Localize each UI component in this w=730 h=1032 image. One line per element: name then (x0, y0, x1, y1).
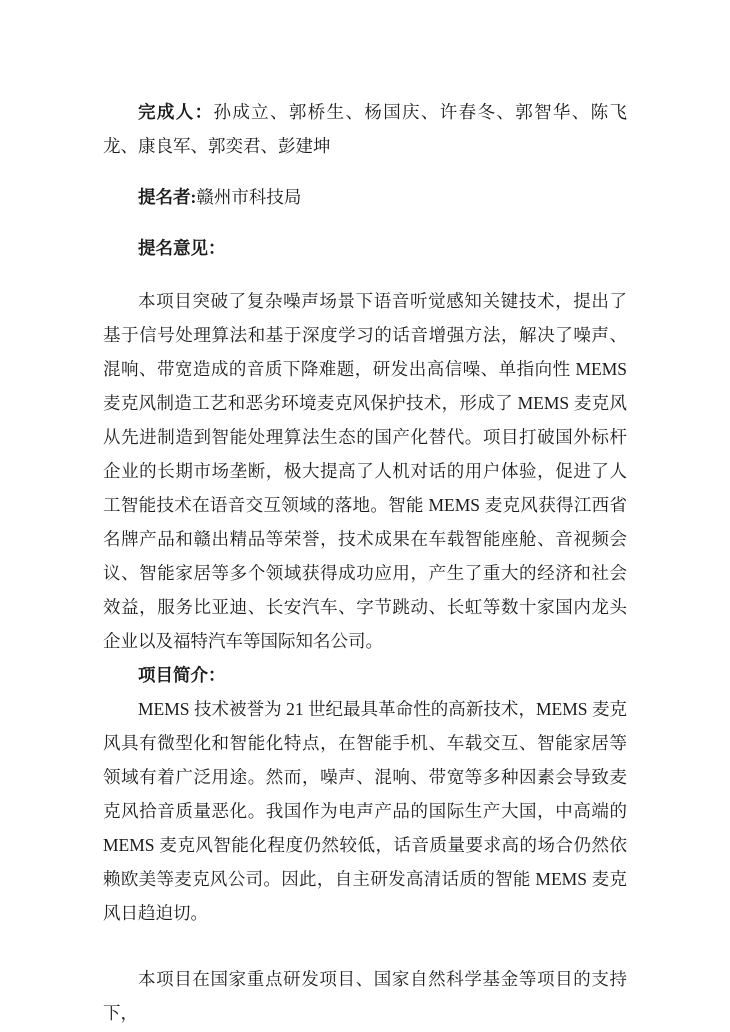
completers-paragraph (103, 95, 627, 163)
opinion-paragraph: 本项目突破了复杂噪声场景下语音听觉感知关键技术，提出了基于信号处理算法和基于深度学习的话音增强方法，解决了噪声、混响、带宽造成的音质下降难题，研发出高信噪、单指向性 MEMS 麦克风制造工艺和恶劣环境麦克风保护技术，形成了 MEMS 麦克风从先进制造到智能处理算法生态的国产化替代。项目打破国外标杆企业的长期市场垄断，极大提高了人机对话的用户体验，促进了人工智能技术在语音交互领域的落地。智能 MEMS 麦克风获得江西省名牌产品和赣出精品等荣誉，技术成果在车载智能座舱、音视频会议、智能家居等多个领域获得成功应用，产生了重大的经济和社会效益，服务比亚迪、长安汽车、字节跳动、长虹等数十家国内龙头企业以及福特汽车等国际知名公司。 (103, 291, 627, 651)
intro-paragraph-2: 本项目在国家重点研发项目、国家自然科学基金等项目的支持下， (103, 969, 627, 1023)
intro-heading: 项目简介： (138, 665, 226, 685)
intro-paragraph-1: MEMS 技术被誉为 21 世纪最具革命性的高新技术，MEMS 麦克风具有微型化和智能化特点，在智能手机、车载交互、智能家居等领域有着广泛用途。然而，噪声、混响、带宽等多种因素会导致麦克风拾音质量恶化。我国作为电声产品的国际生产大国，中高端的 MEMS 麦克风智能化程度仍然较低，话音质量要求高的场合仍然依赖欧美等麦克风公司。因此，自主研发高清话质的智能 MEMS 麦克风日趋迫切。 (103, 699, 627, 923)
nominator-label: 提名者: (138, 187, 197, 207)
completers-names: 孙成立、郭桥生、杨国庆、许春冬、郭智华、陈飞龙、康良军、郭奕君、彭建坤 (103, 102, 628, 156)
nominator-paragraph (103, 180, 627, 214)
completers-label: 完成人： (138, 102, 214, 122)
nominator-name: 赣州市科技局 (196, 187, 302, 207)
opinion-heading: 提名意见： (138, 238, 226, 258)
